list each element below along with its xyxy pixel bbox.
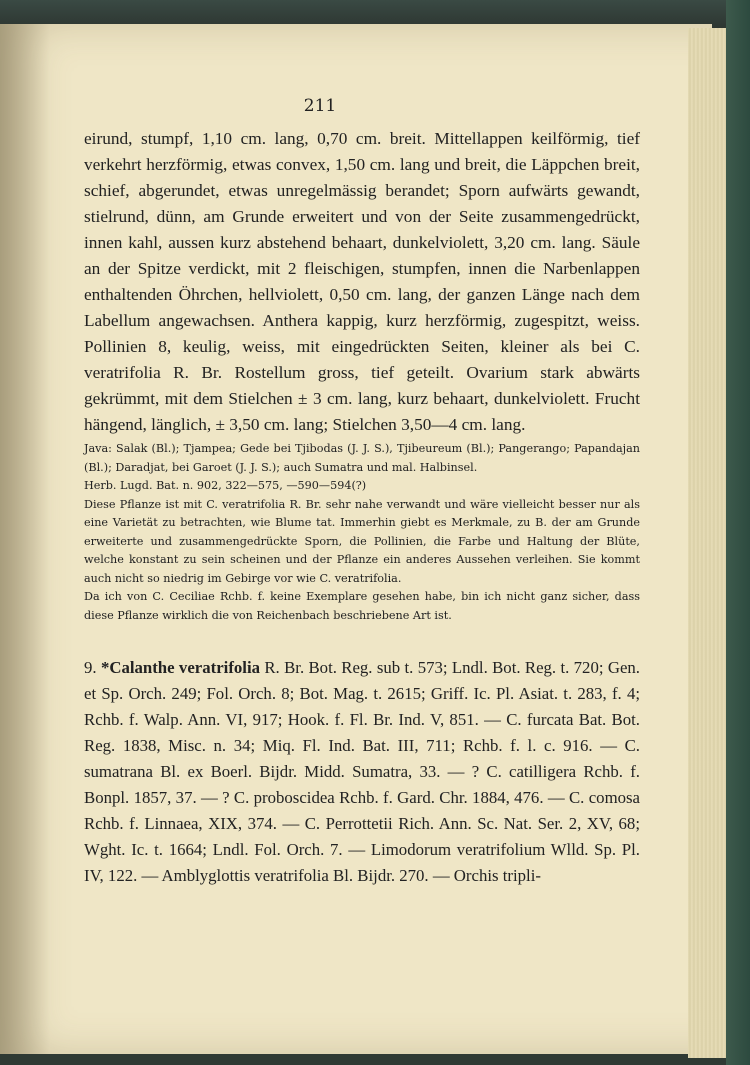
description-paragraph: eirund, stumpf, 1,10 cm. lang, 0,70 cm. breit. Mittellappen keilförmig, tief verkehrt herzförmig, etwas convex, 1,50 cm. lang und breit, die Läppchen breit, schief, abgerundet, etwas unregelmässig berandet; Sporn aufwärts gewandt, stielrund, dünn, am Grunde erweitert und von der Seite zusammengedrückt, innen kahl, aussen kurz abstehend behaart, dunkelviolett, 3,20 cm. lang. Säule an der Spitze verdickt, mit 2 fleischigen, stumpfen, innen die Narbenlappen enthaltenden Öhrchen, hellviolett, 0,50 cm. lang, der ganzen Länge nach dem Labellum angewachsen. Anthera kappig, kurz herzförmig, zugespitzt, weiss. Pollinien 8, keulig, weiss, mit eingedrückten Seiten, kleiner als bei C. veratrifolia R. Br. Rostellum gross, tief geteilt. Ovarium stark abwärts gekrümmt, mit dem Stielchen ± 3 cm. lang, kurz behaart, dunkelviolett. Frucht hängend, länglich, ± 3,50 cm. lang; Stielchen 3,50—4 cm. lang. [84, 129, 640, 434]
text-block [84, 126, 640, 889]
entry-number: 9. [84, 658, 101, 677]
notes-section [84, 440, 640, 625]
page-gutter-shadow [0, 24, 50, 1054]
book-spine [726, 0, 750, 1065]
species-entry [84, 655, 640, 889]
species-name: *Calanthe veratrifolia [100, 658, 261, 677]
note-herbarium: Herb. Lugd. Bat. n. 902, 322—575, —590—594(?) [84, 479, 367, 492]
entry-paragraph [84, 655, 640, 889]
page-edges [688, 28, 726, 1058]
note-distribution: Java: Salak (Bl.); Tjampea; Gede bei Tjibodas (J. J. S.), Tjibeureum (Bl.); Pangerango; Papandajan (Bl.); Daradjat, bei Garoet (J. J. S.); auch Sumatra und mal. Halbinsel. [84, 442, 640, 474]
entry-synonyms: R. Br. Bot. Reg. sub t. 573; Lndl. Bot. Reg. t. 720; Gen. et Sp. Orch. 249; Fol. Orch. 8; Bot. Mag. t. 2615; Griff. Ic. Pl. Asiat. t. 283, f. 4; Rchb. f. Walp. Ann. VI, 917; Hook. f. Fl. Br. Ind. V, 851. — C. furcata Bat. Bot. Reg. 1838, Misc. n. 34; Miq. Fl. Ind. Bat. III, 711; Rchb. f. l. c. 916. — C. sumatrana Bl. ex Boerl. Bijdr. Midd. Sumatra, 33. — ? C. catilligera Rchb. f. Bonpl. 1857, 37. — ? C. proboscidea Rchb. f. Gard. Chr. 1884, 476. — C. comosa Rchb. f. Linnaea, XIX, 374. — C. Perrottetii Rich. Ann. Sc. Nat. Ser. 2, XV, 68; Wght. Ic. t. 1664; Lndl. Fol. Orch. 7. — Limodorum veratrifolium Wlld. Sp. Pl. IV, 122. — Amblyglottis veratrifolia Bl. Bijdr. 270. — Orchis tripli- [84, 658, 640, 885]
note-ceciliae: Da ich von C. Ceciliae Rchb. f. keine Exemplare gesehen habe, bin ich nicht ganz sicher, dass diese Pflanze wirklich die von Reichenbach beschriebene Art ist. [84, 590, 640, 622]
page-number: 211 [303, 96, 337, 116]
main-description [84, 126, 640, 438]
note-remarks: Diese Pflanze ist mit C. veratrifolia R. Br. sehr nahe verwandt und wäre vielleicht besser nur als eine Varietät zu betrachten, wie Blume tat. Immerhin giebt es Merkmale, zu B. der am Grunde erweiterte und zusammengedrückte Sporn, die Pollinien, die Farbe und Haltung der Blüte, welche konstant zu sein scheinen und der Pflanze ein anderes Aussehen verleihen. Sie kommt auch nicht so niedrig im Gebirge vor wie C. veratrifolia. [84, 497, 640, 585]
